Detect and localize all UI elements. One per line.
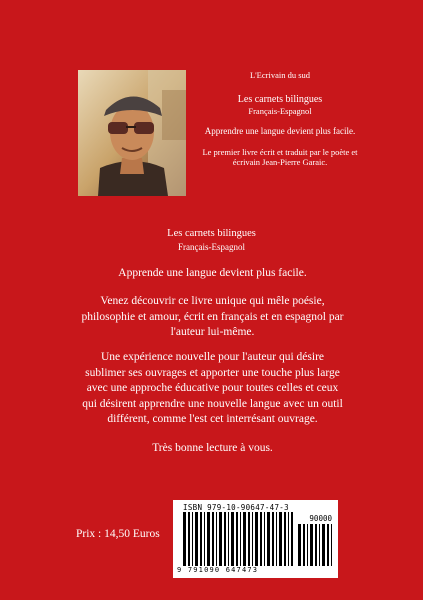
barcode-bar <box>252 512 253 566</box>
barcode-bar <box>188 512 190 566</box>
barcode <box>173 500 338 578</box>
barcode-bar <box>307 524 308 566</box>
tagline: Apprende une langue devient plus facile. <box>118 267 307 279</box>
closing-line: Très bonne lecture à vous. <box>152 442 273 454</box>
book-title: Les carnets bilingues <box>167 228 256 239</box>
barcode-bar <box>243 512 246 566</box>
barcode-bar <box>195 512 198 566</box>
barcode-bar <box>248 512 250 566</box>
barcode-bar <box>236 512 238 566</box>
paragraph-experience: Une expérience nouvelle pour l'auteur qui désire sublimer ses ouvrages et apporter une touche plus large avec une approche éducative pour toutes celles et ceux qui désirent apprendre une nouvelle langue avec un outil différent, comme l'est cet interrésant ouvrage. <box>82 351 343 425</box>
barcode-bar <box>216 512 217 566</box>
barcode-digits: 9 791090 647473 <box>177 566 259 574</box>
barcode-bar <box>298 524 301 566</box>
barcode-bar <box>260 512 262 566</box>
barcode-bar <box>240 512 241 566</box>
barcode-bar <box>192 512 193 566</box>
barcode-bar <box>255 512 258 566</box>
barcode-bar <box>284 512 286 566</box>
barcode-bar <box>219 512 222 566</box>
barcode-bar <box>264 512 265 566</box>
barcode-bar <box>303 524 305 566</box>
paragraph-description: Venez découvrir ce livre unique qui mêle poésie, philosophie et amour, écrit en français et en espagnol par l'auteur lui-même. <box>81 295 344 338</box>
barcode-bar <box>315 524 317 566</box>
barcode-bar <box>276 512 277 566</box>
sidebar-title: Les carnets bilingues <box>237 94 323 105</box>
sidebar-tagline: Apprendre une langue devient plus facile. <box>204 126 356 136</box>
barcode-bar <box>322 524 325 566</box>
barcode-bar <box>200 512 202 566</box>
barcode-addon-bars <box>298 524 332 566</box>
barcode-addon-number: 90000 <box>309 514 332 523</box>
barcode-bar <box>331 524 332 566</box>
publisher-name: L'Ecrivain du sud <box>249 70 311 80</box>
barcode-bar <box>228 512 229 566</box>
barcode-bar <box>183 512 186 566</box>
barcode-bar <box>204 512 205 566</box>
barcode-bar <box>279 512 282 566</box>
author-photo <box>78 70 186 196</box>
barcode-bar <box>288 512 289 566</box>
barcode-bar <box>212 512 214 566</box>
barcode-bars <box>183 512 293 566</box>
barcode-bar <box>207 512 210 566</box>
barcode-bar <box>224 512 226 566</box>
sidebar-description: Le premier livre écrit et traduit par le poète et écrivain Jean-Pierre Garaic. <box>202 147 358 167</box>
barcode-bar <box>231 512 234 566</box>
barcode-bar <box>267 512 270 566</box>
barcode-bar <box>272 512 274 566</box>
sidebar-languages: Français-Espagnol <box>248 106 312 116</box>
barcode-bar <box>319 524 320 566</box>
barcode-bar <box>310 524 313 566</box>
isbn-text: ISBN 979-10-90647-47-3 <box>183 503 289 512</box>
sidebar-text <box>200 70 360 167</box>
book-languages: Français-Espagnol <box>178 242 245 252</box>
barcode-bar <box>327 524 329 566</box>
barcode-bar <box>291 512 293 566</box>
price-label: Prix : 14,50 Euros <box>76 528 160 540</box>
